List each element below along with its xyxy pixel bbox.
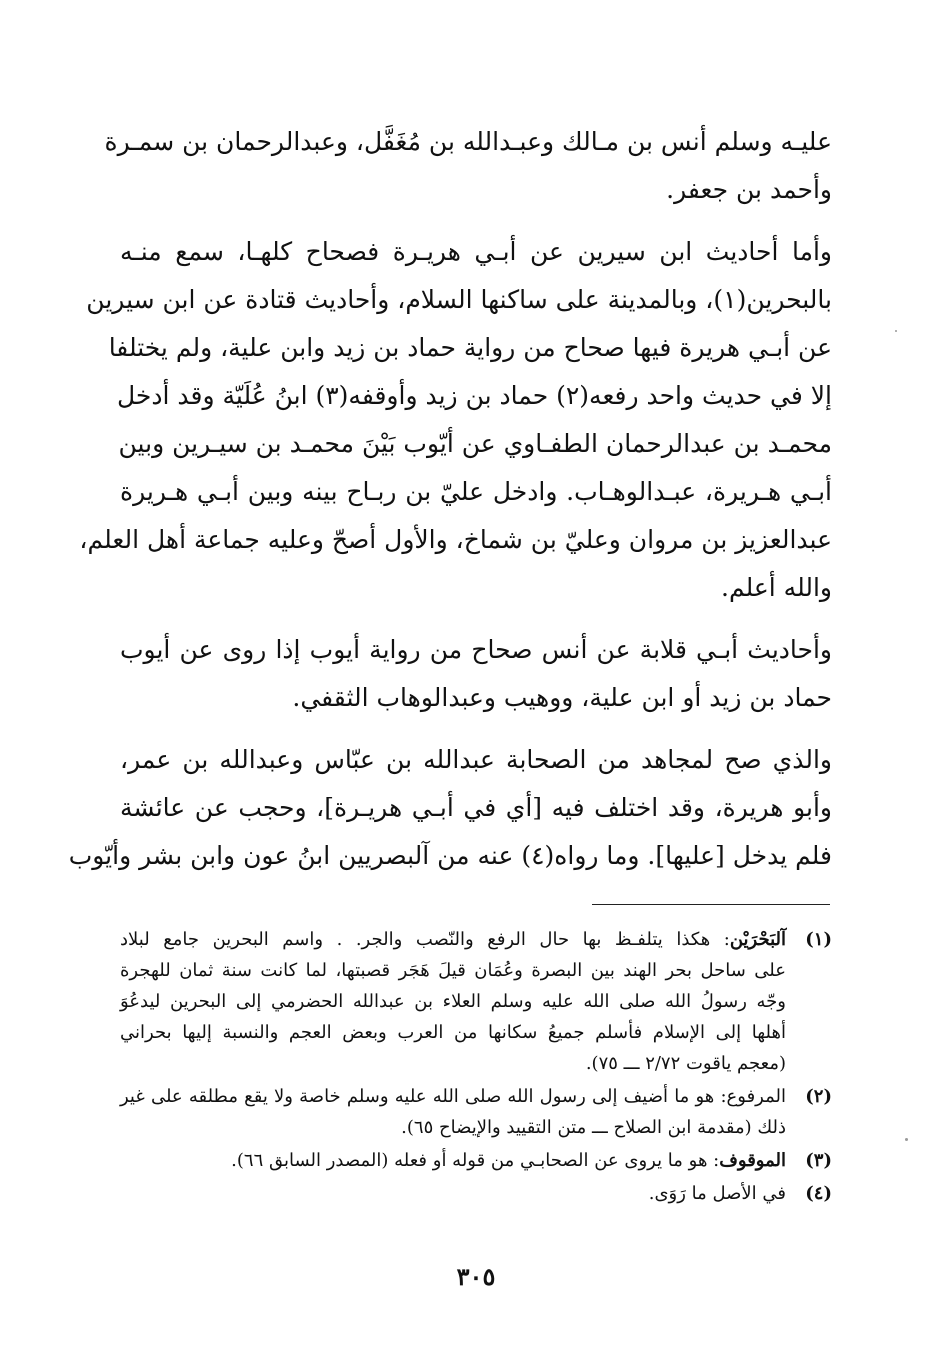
scan-speck — [895, 330, 897, 332]
text-line: حماد بن زيد أو ابن علية، ووهيب وعبدالوهاب الثقفي. — [292, 683, 832, 712]
text-line: والله أعلم. — [721, 573, 832, 602]
footnote — [120, 924, 832, 1079]
footnote — [120, 1081, 832, 1143]
footnote-number: (١) — [805, 929, 832, 950]
page-number: ٣٠٥ — [456, 1262, 496, 1291]
footnote-line: وجّه رسولُ الله صلى الله عليه وسلم العلاء بن عبدالله الحضرمي إلى البحرين ليدعُوَ — [120, 991, 786, 1012]
paragraph — [68, 736, 832, 880]
footnote-line: ذلك (مقدمة ابن الصلاح ـــ متن التقييد والإيضاح ٦٥). — [401, 1117, 786, 1138]
footnote-text: : هو ما يروى عن الصحابـي من قوله أو فعله (المصدر السابق ٦٦). — [231, 1150, 720, 1171]
text-line: محمـد بن عبدالرحمان الطفـاوي عن أيّوب بَيْنَ محمـد بن سيـرين وبين — [118, 429, 832, 458]
footnote-number: (٤) — [805, 1183, 832, 1204]
text-line: فلم يدخل [عليها]. وما رواه(٤) عنه من آلبصريين ابنُ عون وابن بشر وأيّوب — [68, 841, 832, 870]
footnote-divider — [592, 904, 830, 905]
footnote-line: أهلها إلى الإسلام فأسلم جميعُ سكانها من العرب وبعض العجم والنسبة إليها بحراني — [120, 1022, 786, 1043]
footnote-term: آلبَحْرَيْن — [729, 929, 786, 950]
footnote-text: : هكذا يتلفـظ بها حال الرفع والنّصب والجر. . واسم البحرين جامع لبلاد — [120, 929, 730, 950]
footnote-number: (٢) — [805, 1086, 832, 1107]
footnote-line: في الأصل ما رَوَى. — [648, 1183, 786, 1204]
footnote-line — [120, 1145, 786, 1176]
paragraph — [104, 118, 832, 214]
text-line: إلا في حديث واحد رفعه(٢) حماد بن زيد وأوقفه(٣) ابنُ عُلَيّة وقد أدخل — [117, 381, 832, 410]
text-line: عليـه وسلم أنس بن مـالك وعبـدالله بن مُغَفَّل، وعبدالرحمان بن سمـرة — [104, 127, 832, 156]
footnote-number: (٣) — [805, 1150, 832, 1171]
text-line: عبدالعزيز بن مروان وعليّ بن شماخ، والأول أصحّ وعليه جماعة أهل العلم، — [79, 525, 832, 554]
footnote-term: الموقوف — [719, 1150, 786, 1171]
text-line: وأبو هريرة، وقد اختلف فيه [أي في أبـي هريـرة]، وحجب عن عائشة — [120, 793, 832, 822]
text-line: وأحمد بن جعفر. — [666, 175, 832, 204]
footnote-line: المرفوع: هو ما أضيف إلى رسول الله صلى الله عليه وسلم خاصة ولا يقع مطلقه على غير — [120, 1086, 786, 1107]
footnotes — [120, 924, 832, 1211]
text-line: والذي صح لمجاهد من الصحابة عبدالله بن عبّاس وعبدالله بن عمر، — [120, 745, 832, 774]
footnote-line: على ساحل بحر الهند بين البصرة وعُمَان قيلَ هَجَر قصبتها، لما كانت سنة ثمان للهجرة — [120, 960, 786, 981]
paragraph — [79, 228, 832, 612]
text-line: عن أبـي هريرة فيها صحاح من رواية حماد بن زيد وابن علية، ولم يختلفا — [108, 333, 832, 362]
text-line: أبـي هـريرة، عبـدالوهـاب. وادخل عليّ بن ربـاح بينه وبين أبـي هـريرة — [120, 477, 832, 506]
paragraph — [120, 626, 832, 722]
text-line: بالبحرين(١)، وبالمدينة على ساكنها السلام، وأحاديث قتادة عن ابن سيرين — [86, 285, 832, 314]
text-line: وأما أحاديث ابن سيرين عن أبـي هريـرة فصحاح كلهـا، سمع منـه — [120, 237, 832, 266]
footnote — [120, 1145, 832, 1176]
footnote-line — [120, 924, 786, 955]
footnote — [120, 1178, 832, 1209]
text-line: وأحاديث أبـي قلابة عن أنس صحاح من رواية أيوب إذا روى عن أيوب — [120, 635, 832, 664]
scan-speck — [905, 1138, 908, 1141]
footnote-line: (معجم ياقوت ٢/٧٢ ـــ ٧٥). — [585, 1053, 786, 1074]
main-text — [68, 118, 832, 894]
